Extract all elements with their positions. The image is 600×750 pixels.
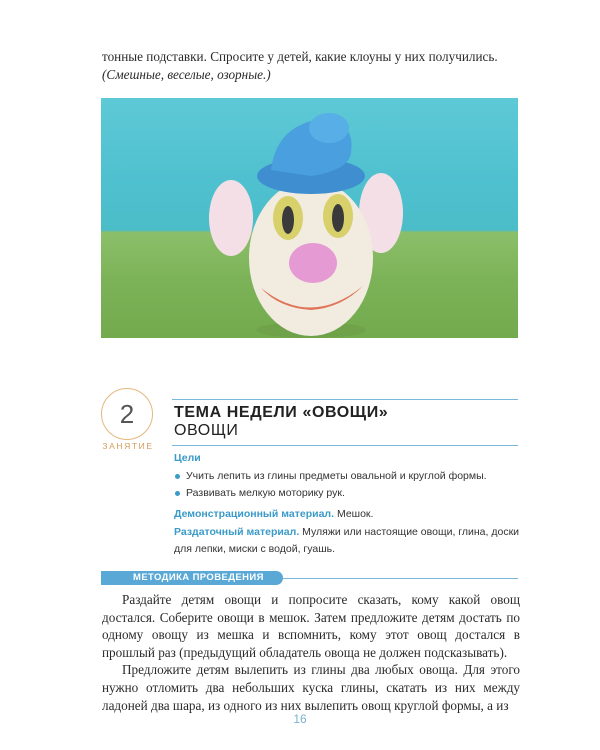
page-number: 16: [293, 712, 307, 726]
handout-label: Раздаточный материал.: [174, 526, 300, 538]
intro-paragraph: [102, 48, 522, 84]
method-body: [102, 591, 520, 714]
header-rule-bottom: [172, 445, 518, 446]
method-paragraph: Раздайте детям овощи и попросите сказать, кому какой овощ достался. Соберите овощи в мешок. Затем предложите детям достать по одному овощу из мешка и вспомнить, кому этот овощ достался в прошлый раз (предыдущий обладатель овоща не должен подсказывать).: [102, 592, 520, 660]
header-rule-top: [172, 399, 518, 400]
method-heading-bar: [101, 571, 283, 585]
nose: [289, 243, 337, 283]
method-paragraph: Предложите детям вылепить из глины два любых овоща. Для этого нужно отломить два небольших куска глины, скатать из них между ладоней два шара, из одного из них вылепить овощ круглой формы, а из: [102, 662, 520, 713]
left-hair-tuft: [209, 180, 253, 256]
clown-illustration: [101, 98, 518, 338]
bullet-icon: [175, 491, 180, 496]
method-rule: [283, 578, 518, 579]
intro-answer: (Смешные, веселые, озорные.): [102, 67, 271, 82]
goals-heading: Цели: [174, 452, 201, 464]
goal-text: Развивать мелкую моторику рук.: [186, 487, 345, 499]
goal-item: [174, 485, 487, 502]
method-heading: МЕТОДИКА ПРОВЕДЕНИЯ: [133, 572, 264, 583]
handout-text: Муляжи или настоящие овощи, глина, доски для лепки, миски с водой, гуашь.: [174, 526, 520, 555]
theme-subtitle: ОВОЩИ: [174, 422, 239, 439]
handout-material: [174, 524, 524, 558]
bullet-icon: [175, 474, 180, 479]
theme-title: ТЕМА НЕДЕЛИ «ОВОЩИ»: [174, 404, 389, 421]
goal-item: [174, 468, 487, 485]
demo-material: [174, 506, 524, 523]
goals-list: [174, 468, 487, 502]
demo-label: Демонстрационный материал.: [174, 508, 335, 520]
goal-text: Учить лепить из глины предметы овальной и круглой формы.: [186, 470, 487, 482]
lesson-number: 2: [101, 388, 153, 440]
intro-line: тонные подставки. Спросите у детей, какие клоуны у них получились.: [102, 49, 498, 64]
demo-text: Мешок.: [334, 508, 374, 520]
clown-photo: [101, 98, 518, 338]
lesson-label: ЗАНЯТИЕ: [102, 441, 154, 451]
